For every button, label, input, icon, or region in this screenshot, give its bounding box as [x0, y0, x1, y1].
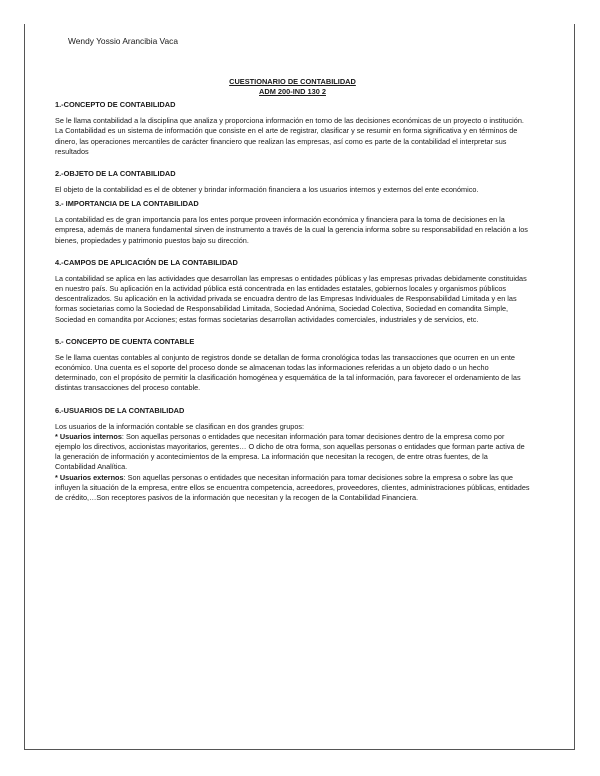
external-users-text: : Son aquellas personas o entidades que necesitan información para tomar decisiones sobre la empresa o sobre las que influyen la situación de la empresa, entre ellos se encuentra competencia, acreedores, proveedores, clientes, administraciones públicas, entidades de crédito,…Son receptores pasivos de la información que necesitan y la recogen de la Contabilidad Financiera. — [55, 472, 530, 503]
internal-users-label: * Usuarios internos — [55, 431, 122, 441]
author-name: Wendy Yossio Arancibia Vaca — [68, 36, 179, 46]
section-heading: 2.-OBJETO DE LA CONTABILIDAD — [55, 169, 176, 178]
paragraph-internal-users — [55, 432, 530, 473]
section-heading: 5.- CONCEPTO DE CUENTA CONTABLE — [55, 336, 195, 346]
internal-users-text: : Son aquellas personas o entidades que necesitan información para tomar decisiones dentro de la empresa como por ejemplo los directivos, accionistas mayoritarios, gerentes… O dicho de otra forma, son aquellas personas o entidades que forman parte activa de la generación de información y acontecimientos de la empresa. La información que necesitan la recogen, de entre otras fuentes, de la Contabilidad Analítica. — [55, 431, 525, 472]
section-heading: 6.-USUARIOS DE LA CONTABILIDAD — [55, 405, 185, 415]
section-heading: 3.- IMPORTANCIA DE LA CONTABILIDAD — [55, 199, 199, 209]
paragraph-intro: Los usuarios de la información contable se clasifican en dos grandes grupos: — [55, 421, 305, 431]
paragraph-external-users — [55, 473, 530, 504]
title-line-2: ADM 200-IND 130 2 — [259, 86, 326, 96]
section-heading: 4.-CAMPOS DE APLICACIÓN DE LA CONTABILIDAD — [55, 257, 238, 267]
section-heading: 1.-CONCEPTO DE CONTABILIDAD — [55, 100, 176, 110]
paragraph: Se le llama contabilidad a la disciplina que analiza y proporciona información en torno de las decisiones económicas de un proyecto o institución. — [55, 116, 524, 126]
section-cuenta — [55, 337, 530, 394]
paragraph: La contabilidad se aplica en las actividades que desarrollan las empresas o entidades públicas y las empresas privadas debidamente constituidas en nuestro país. Su aplicación en la actividad pública está concentrada en las entidades estatales, gobiernos locales y organismos públicos descentralizados. Su aplicación en la actividad privada se encuadra dentro de las Empresas Individuales de Responsabilidad Limitada y en las formas societarias como la Sociedad de Responsabilidad Limitada, Sociedad Anónima, Sociedad Colectiva, Sociedad en comandita Simple, Sociedad en comandita por Acciones; estas formas societarias desarrollan actividades comerciales, industriales y de servicios, etc. — [55, 273, 527, 324]
title-line-1: CUESTIONARIO DE CONTABILIDAD — [229, 77, 356, 86]
paragraph: La contabilidad es de gran importancia para los entes porque proveen información económica y financiera para la toma de decisiones en la empresa, además de manera fundamental sirven de instrumento a través de la cual la gerencia informa sobre su responsabilidad en relación a los bienes, propiedades y patrimonio puestos bajo su dirección. — [55, 215, 528, 245]
document-title — [55, 77, 530, 96]
section-objeto — [55, 169, 530, 195]
paragraph: El objeto de la contabilidad es el de obtener y brindar información financiera a los usuarios internos y externos del ente económico. — [55, 185, 479, 194]
section-importancia — [55, 199, 530, 246]
section-usuarios — [55, 406, 530, 504]
external-users-label: * Usuarios externos — [55, 472, 124, 482]
paragraph: La Contabilidad es un sistema de información que consiste en el arte de registrar, clasificar y se resumir en forma significativa y en términos de dinero, las operaciones mercantiles de carácter financiero que realizan las empresas, así como es parte de la contabilidad el interpretar sus resultados — [55, 126, 518, 156]
paragraph: Se le llama cuentas contables al conjunto de registros donde se detallan de forma cronológica todas las transacciones que ocurren en un ente económico. Una cuenta es el soporte del proceso donde se almacenan todas las informaciones referidas a un objeto dado o un hecho determinado, con el propósito de permitir la clasificación homogénea y esquemática de la tal información, para favorecer el ordenamiento de las distintas transacciones del proceso contable. — [55, 352, 521, 393]
document-body — [55, 36, 530, 503]
section-concepto — [55, 100, 530, 157]
section-campos — [55, 258, 530, 325]
